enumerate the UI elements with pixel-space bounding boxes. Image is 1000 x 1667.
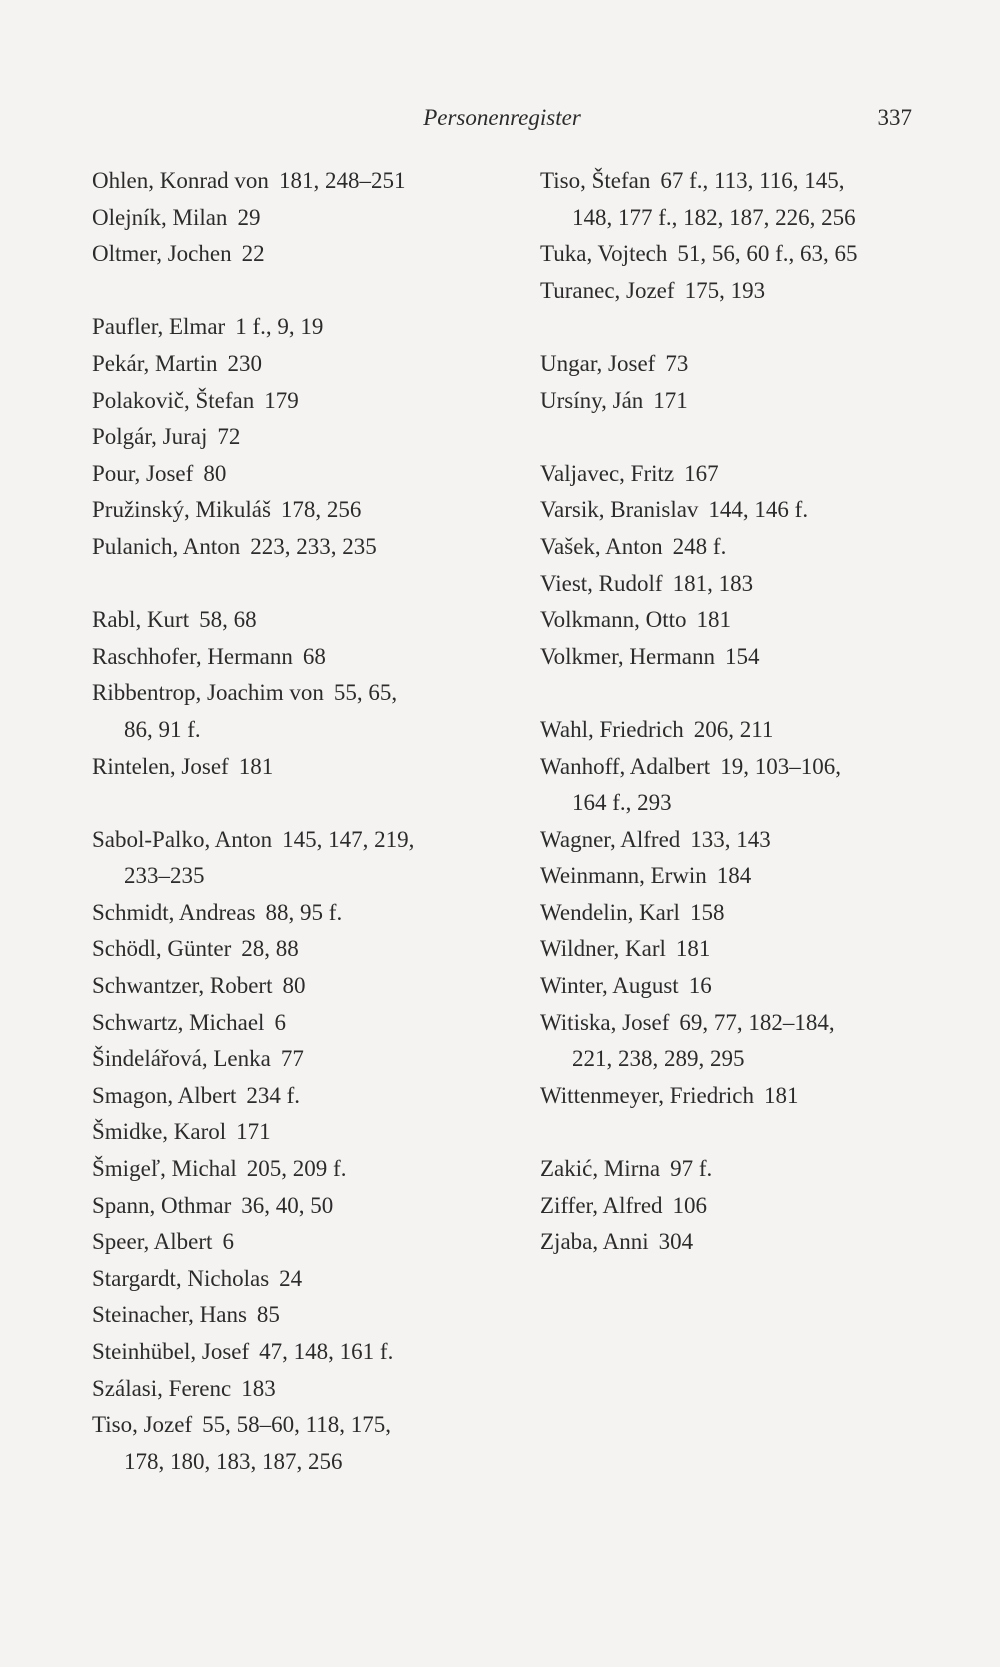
- page-references: 181, 248–251: [278, 168, 406, 193]
- index-entry: [92, 822, 512, 895]
- page-references-continued: 86, 91 f.: [124, 716, 201, 742]
- index-entry-line: [92, 749, 512, 786]
- index-entry: [92, 346, 512, 383]
- index-entry-line: [92, 492, 512, 529]
- page-references: 36, 40, 50: [241, 1192, 334, 1218]
- index-entry-line: [92, 895, 512, 932]
- person-name: Tuka, Vojtech: [540, 241, 668, 267]
- person-name: Schwartz, Michael: [92, 1009, 265, 1035]
- index-entry: [540, 456, 940, 493]
- person-name: Schwantzer, Robert: [92, 973, 273, 999]
- index-entry: [540, 749, 940, 822]
- page-references: 171: [653, 387, 688, 413]
- page-number: 337: [877, 105, 912, 130]
- person-name: Olejník, Milan: [92, 204, 228, 230]
- page-references: 67 f., 113, 116, 145,: [660, 168, 845, 193]
- index-entry-line: [540, 968, 940, 1005]
- page-references: 304: [658, 1229, 694, 1255]
- person-name: Raschhofer, Hermann: [92, 643, 293, 669]
- page-references: 205, 209 f.: [246, 1156, 347, 1182]
- index-entry-line: [540, 749, 940, 786]
- index-entry: [540, 1078, 940, 1115]
- person-name: Wildner, Karl: [540, 936, 666, 962]
- index-entry-line: [92, 1041, 512, 1078]
- person-name: Ohlen, Konrad von: [92, 168, 269, 193]
- person-name: Ursíny, Ján: [540, 387, 644, 413]
- person-name: Pour, Josef: [92, 460, 194, 486]
- letter-group-gap: [92, 566, 512, 603]
- person-name: Schmidt, Andreas: [92, 899, 256, 925]
- index-entry-line: [92, 163, 512, 200]
- index-entry: [92, 1224, 512, 1261]
- index-entry-line: [540, 163, 940, 200]
- index-entry: [92, 236, 512, 273]
- letter-group-gap: [540, 675, 940, 712]
- index-entry: [540, 1005, 940, 1078]
- index-entry-line: [92, 1334, 512, 1371]
- page-references: 88, 95 f.: [265, 899, 343, 925]
- index-entry: [92, 895, 512, 932]
- index-entry: [92, 1041, 512, 1078]
- page-references: 69, 77, 182–184,: [679, 1009, 835, 1035]
- index-entry: [540, 383, 940, 420]
- person-name: Wanhoff, Adalbert: [540, 753, 711, 779]
- page-references: 145, 147, 219,: [282, 826, 415, 852]
- person-name: Oltmer, Jochen: [92, 241, 232, 267]
- index-entry: [92, 1334, 512, 1371]
- index-entry: [92, 1297, 512, 1334]
- person-name: Wittenmeyer, Friedrich: [540, 1082, 755, 1108]
- page-references: 133, 143: [690, 826, 771, 852]
- index-entry: [92, 1078, 512, 1115]
- page-references: 106: [672, 1192, 708, 1218]
- index-entry: [92, 1005, 512, 1042]
- page-references: 206, 211: [693, 716, 774, 742]
- index-entry: [540, 163, 940, 236]
- page-references: 6: [222, 1229, 234, 1255]
- page-references: 68: [302, 643, 326, 669]
- person-name: Steinhübel, Josef: [92, 1339, 250, 1364]
- person-name: Wagner, Alfred: [540, 826, 681, 852]
- index-entry: [92, 1151, 512, 1188]
- person-name: Tiso, Jozef: [92, 1412, 193, 1438]
- person-name: Volkmann, Otto: [540, 607, 687, 633]
- index-entry: [92, 639, 512, 676]
- index-entry: [540, 236, 940, 273]
- page-references: 47, 148, 161 f.: [259, 1339, 394, 1364]
- page-references: 55, 65,: [333, 680, 398, 706]
- person-name: Speer, Albert: [92, 1229, 213, 1255]
- index-entry: [540, 346, 940, 383]
- index-entry-line: [92, 529, 512, 566]
- index-entry: [92, 931, 512, 968]
- person-name: Steinacher, Hans: [92, 1302, 247, 1328]
- page-references: 85: [256, 1302, 280, 1328]
- index-entry-line: [540, 1188, 940, 1225]
- person-name: Vašek, Anton: [540, 533, 663, 559]
- person-name: Viest, Rudolf: [540, 570, 663, 596]
- letter-group-gap: [92, 785, 512, 822]
- index-entry-line: [540, 383, 940, 420]
- page-references: 181: [675, 936, 711, 962]
- index-entry: [540, 639, 940, 676]
- person-name: Pružinský, Mikuláš: [92, 497, 271, 523]
- page-references: 181, 183: [672, 570, 754, 596]
- index-entry-line: [540, 931, 940, 968]
- index-entry: [92, 602, 512, 639]
- index-entry-line: [92, 602, 512, 639]
- page-references: 58, 68: [199, 607, 257, 633]
- page-references: 158: [689, 899, 725, 925]
- page-references: 248 f.: [672, 533, 727, 559]
- page-references: 184: [716, 863, 752, 889]
- index-entry: [92, 309, 512, 346]
- index-entry: [540, 566, 940, 603]
- index-entry-line: [540, 273, 940, 310]
- page-references: 234 f.: [246, 1082, 301, 1108]
- index-entry-line: [92, 200, 512, 237]
- person-name: Varsik, Branislav: [540, 497, 699, 523]
- index-entry: [92, 492, 512, 529]
- header-title: Personenregister: [423, 105, 581, 130]
- index-entry: [540, 931, 940, 968]
- page-references: 24: [279, 1265, 303, 1291]
- person-name: Rintelen, Josef: [92, 753, 229, 779]
- index-entry-line: [92, 1188, 512, 1225]
- page-references-continued: 233–235: [124, 863, 205, 889]
- page-references: 181: [764, 1082, 799, 1108]
- page-references: 16: [688, 973, 712, 999]
- page-references: 181: [238, 753, 274, 779]
- index-entry: [92, 1261, 512, 1298]
- index-entry: [540, 858, 940, 895]
- index-entry: [540, 822, 940, 859]
- person-name: Smagon, Albert: [92, 1082, 237, 1108]
- person-name: Tiso, Štefan: [540, 168, 651, 193]
- index-entry-line: [540, 529, 940, 566]
- index-entry: [92, 456, 512, 493]
- index-entry-line: [92, 1005, 512, 1042]
- index-entry-line: [540, 1005, 940, 1042]
- index-entry-line: [92, 236, 512, 273]
- person-name: Szálasi, Ferenc: [92, 1375, 232, 1401]
- person-name: Volkmer, Hermann: [540, 643, 715, 669]
- running-header: [92, 98, 912, 138]
- index-entry: [92, 1371, 512, 1408]
- person-name: Wahl, Friedrich: [540, 716, 684, 742]
- index-entry: [92, 529, 512, 566]
- index-entry-line: [540, 492, 940, 529]
- index-column-right: [540, 163, 940, 1261]
- index-entry-line: [92, 1224, 512, 1261]
- page-references: 6: [274, 1009, 286, 1035]
- page-references: 181: [696, 607, 732, 633]
- page-references: 1 f., 9, 19: [235, 314, 324, 340]
- index-entry: [540, 273, 940, 310]
- index-entry-line: [540, 602, 940, 639]
- page-references: 167: [684, 460, 719, 486]
- index-entry-line: [92, 1407, 512, 1444]
- page-references: 51, 56, 60 f., 63, 65: [677, 241, 858, 267]
- person-name: Pulanich, Anton: [92, 533, 241, 559]
- index-entry: [92, 968, 512, 1005]
- index-entry: [540, 1188, 940, 1225]
- page-references: 72: [217, 424, 241, 450]
- person-name: Spann, Othmar: [92, 1192, 232, 1218]
- index-entry-line: [92, 383, 512, 420]
- person-name: Šindelářová, Lenka: [92, 1046, 271, 1072]
- page-references: 80: [203, 460, 227, 486]
- person-name: Polgár, Juraj: [92, 424, 208, 450]
- index-entry-line: [540, 1078, 940, 1115]
- index-entry-line: [92, 309, 512, 346]
- index-entry-line: [540, 1224, 940, 1261]
- index-entry: [92, 200, 512, 237]
- index-entry: [540, 492, 940, 529]
- page-references-continued: 164 f., 293: [572, 790, 672, 816]
- person-name: Šmidke, Karol: [92, 1119, 227, 1145]
- index-entry-line: [540, 1151, 940, 1188]
- person-name: Stargardt, Nicholas: [92, 1265, 270, 1291]
- page-references: 144, 146 f.: [708, 497, 809, 523]
- index-entry: [92, 749, 512, 786]
- index-entry-line: [92, 456, 512, 493]
- index-entry-line: [92, 1261, 512, 1298]
- index-entry-line: [92, 1297, 512, 1334]
- person-name: Šmigeľ, Michal: [92, 1156, 237, 1182]
- page-references: 28, 88: [241, 936, 299, 962]
- person-name: Sabol-Palko, Anton: [92, 826, 273, 852]
- person-name: Polakovič, Štefan: [92, 387, 255, 413]
- index-entry: [92, 1407, 512, 1480]
- index-column-left: [92, 163, 512, 1480]
- index-entry-line: [540, 639, 940, 676]
- index-entry: [540, 602, 940, 639]
- index-entry-line: [540, 712, 940, 749]
- page-references-continued: 178, 180, 183, 187, 256: [124, 1448, 343, 1474]
- index-entry-line: [92, 675, 512, 712]
- index-entry-line: [92, 1114, 512, 1151]
- index-entry: [540, 1224, 940, 1261]
- person-name: Turanec, Jozef: [540, 277, 675, 303]
- page-references-continued: 221, 238, 289, 295: [572, 1046, 745, 1072]
- letter-group-gap: [92, 273, 512, 310]
- index-entry: [92, 163, 512, 200]
- person-name: Zjaba, Anni: [540, 1229, 649, 1255]
- page-references-continued: 148, 177 f., 182, 187, 226, 256: [572, 204, 856, 230]
- index-entry: [92, 419, 512, 456]
- index-entry-line: [540, 566, 940, 603]
- index-entry-line: [540, 858, 940, 895]
- index-entry-line: [540, 346, 940, 383]
- person-name: Wendelin, Karl: [540, 899, 680, 925]
- index-entry-line: [92, 1078, 512, 1115]
- page-references: 175, 193: [684, 277, 766, 303]
- index-entry: [92, 1188, 512, 1225]
- page-references: 19, 103–106,: [720, 753, 841, 779]
- person-name: Winter, August: [540, 973, 679, 999]
- index-entry-line: [540, 456, 940, 493]
- index-entry: [540, 968, 940, 1005]
- person-name: Schödl, Günter: [92, 936, 232, 962]
- person-name: Rabl, Kurt: [92, 607, 190, 633]
- page-references: 223, 233, 235: [250, 533, 377, 559]
- page-references: 80: [282, 973, 306, 999]
- index-entry: [540, 895, 940, 932]
- page-references: 230: [227, 350, 263, 376]
- index-entry-line: [92, 419, 512, 456]
- index-entry-line: [92, 822, 512, 859]
- index-entry: [540, 529, 940, 566]
- page-references: 73: [665, 350, 689, 376]
- letter-group-gap: [540, 1114, 940, 1151]
- page-references: 178, 256: [280, 497, 362, 523]
- index-entry-line: [92, 639, 512, 676]
- person-name: Pekár, Martin: [92, 350, 218, 376]
- page-references: 179: [264, 387, 299, 413]
- person-name: Paufler, Elmar: [92, 314, 226, 340]
- page-references: 97 f.: [670, 1156, 713, 1182]
- index-entry-line: [92, 968, 512, 1005]
- person-name: Valjavec, Fritz: [540, 460, 675, 486]
- page-references: 183: [241, 1375, 276, 1401]
- index-entry: [92, 383, 512, 420]
- index-entry: [540, 712, 940, 749]
- person-name: Weinmann, Erwin: [540, 863, 707, 889]
- person-name: Ungar, Josef: [540, 350, 656, 376]
- person-name: Ribbentrop, Joachim von: [92, 680, 324, 706]
- person-name: Zakić, Mirna: [540, 1156, 661, 1182]
- page-references: 55, 58–60, 118, 175,: [202, 1412, 392, 1438]
- letter-group-gap: [540, 419, 940, 456]
- index-entry: [92, 675, 512, 748]
- index-entry-line: [540, 895, 940, 932]
- index-entry-line: [92, 1151, 512, 1188]
- index-entry: [92, 1114, 512, 1151]
- index-entry: [540, 1151, 940, 1188]
- page-references: 154: [724, 643, 760, 669]
- index-entry-line: [92, 1371, 512, 1408]
- index-entry-line: [540, 236, 940, 273]
- index-entry-line: [92, 931, 512, 968]
- index-entry-line: [92, 346, 512, 383]
- page-references: 77: [280, 1046, 304, 1072]
- page-references: 171: [236, 1119, 271, 1145]
- page-references: 29: [237, 204, 261, 230]
- person-name: Witiska, Josef: [540, 1009, 670, 1035]
- index-entry-line: [540, 822, 940, 859]
- page-references: 22: [241, 241, 265, 267]
- person-name: Ziffer, Alfred: [540, 1192, 663, 1218]
- letter-group-gap: [540, 309, 940, 346]
